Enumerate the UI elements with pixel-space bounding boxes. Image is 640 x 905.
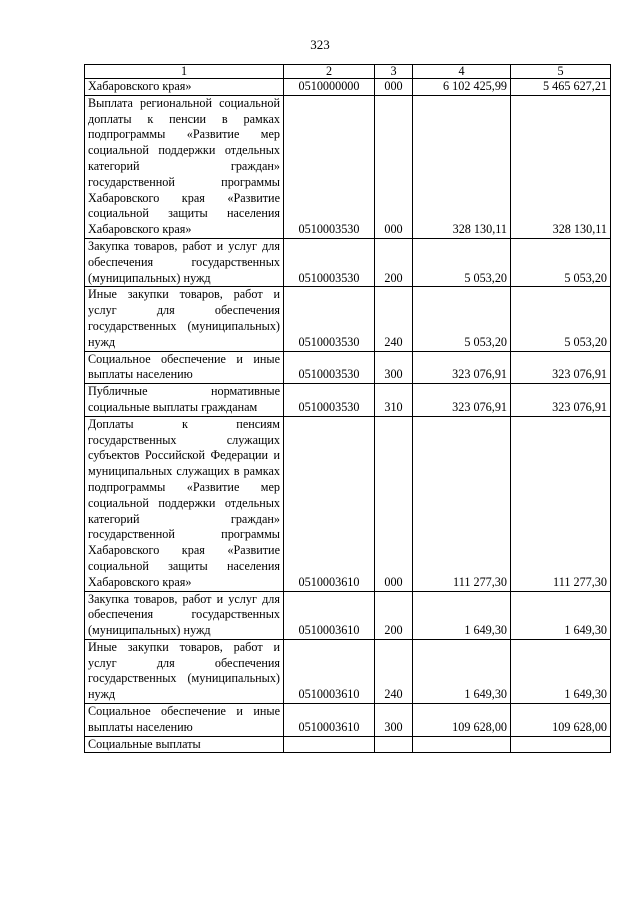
row-value-col5-cell: 323 076,91: [511, 351, 611, 384]
row-value-col5-cell: 5 053,20: [511, 238, 611, 286]
row-type-cell: 240: [375, 287, 413, 351]
row-code-cell: 0510000000: [284, 79, 375, 96]
table-row: [85, 351, 611, 384]
row-value-col5-cell: 328 130,11: [511, 95, 611, 238]
row-type-cell: 300: [375, 704, 413, 737]
budget-table: [84, 64, 611, 753]
table-row: [85, 736, 611, 753]
row-value-col4-cell: 323 076,91: [413, 351, 511, 384]
row-value-col5-cell: 1 649,30: [511, 591, 611, 639]
table-row: [85, 287, 611, 351]
row-value-col5-cell: 5 465 627,21: [511, 79, 611, 96]
table-row: [85, 591, 611, 639]
row-value-col4-cell: 323 076,91: [413, 384, 511, 417]
column-header: 2: [284, 65, 375, 79]
table-row: [85, 416, 611, 591]
column-header: 3: [375, 65, 413, 79]
table-row: [85, 238, 611, 286]
row-value-col4-cell: 5 053,20: [413, 287, 511, 351]
page-number: 323: [310, 37, 330, 52]
table-row: [85, 384, 611, 417]
row-code-cell: 0510003610: [284, 416, 375, 591]
row-value-col4-cell: 109 628,00: [413, 704, 511, 737]
row-code-cell: 0510003610: [284, 639, 375, 703]
table-row: [85, 639, 611, 703]
row-type-cell: [375, 736, 413, 753]
table-row: [85, 79, 611, 96]
row-name-cell: Иные закупки товаров, работ и услуг для обеспечения государственных (муниципальных) нужд: [85, 287, 284, 351]
row-name-cell: Социальное обеспечение и иные выплаты населению: [85, 704, 284, 737]
row-type-cell: 310: [375, 384, 413, 417]
row-code-cell: 0510003530: [284, 238, 375, 286]
row-name-cell: Социальное обеспечение и иные выплаты населению: [85, 351, 284, 384]
row-value-col5-cell: 1 649,30: [511, 639, 611, 703]
row-name-cell: Хабаровского края»: [85, 79, 284, 96]
row-value-col5-cell: 109 628,00: [511, 704, 611, 737]
row-type-cell: 200: [375, 238, 413, 286]
row-code-cell: 0510003530: [284, 95, 375, 238]
row-name-cell: Выплата региональной социальной доплаты к пенсии в рамках подпрограммы «Развитие мер социальной поддержки отдельных категорий граждан» государственной программы Хабаровского края «Развитие социальной защиты населения Хабаровского края»: [85, 95, 284, 238]
table-row: [85, 95, 611, 238]
row-value-col4-cell: 6 102 425,99: [413, 79, 511, 96]
row-value-col5-cell: 5 053,20: [511, 287, 611, 351]
row-name-cell: Закупка товаров, работ и услуг для обеспечения государственных (муниципальных) нужд: [85, 591, 284, 639]
row-value-col4-cell: 1 649,30: [413, 639, 511, 703]
row-type-cell: 300: [375, 351, 413, 384]
row-type-cell: 000: [375, 416, 413, 591]
row-value-col5-cell: 323 076,91: [511, 384, 611, 417]
column-header: 1: [85, 65, 284, 79]
table-row: [85, 704, 611, 737]
row-code-cell: 0510003530: [284, 287, 375, 351]
row-value-col5-cell: [511, 736, 611, 753]
row-value-col4-cell: 5 053,20: [413, 238, 511, 286]
row-value-col4-cell: 328 130,11: [413, 95, 511, 238]
row-type-cell: 000: [375, 79, 413, 96]
row-type-cell: 000: [375, 95, 413, 238]
row-code-cell: [284, 736, 375, 753]
table-header-row: [85, 65, 611, 79]
row-name-cell: Закупка товаров, работ и услуг для обеспечения государственных (муниципальных) нужд: [85, 238, 284, 286]
row-code-cell: 0510003530: [284, 351, 375, 384]
row-type-cell: 240: [375, 639, 413, 703]
row-name-cell: Доплаты к пенсиям государственных служащих субъектов Российской Федерации и муниципальных служащих в рамках подпрограммы «Развитие мер социальной поддержки отдельных категорий граждан» государственной программы Хабаровского края «Развитие социальной защиты населения Хабаровского края»: [85, 416, 284, 591]
row-name-cell: Социальные выплаты: [85, 736, 284, 753]
row-name-cell: Иные закупки товаров, работ и услуг для обеспечения государственных (муниципальных) нужд: [85, 639, 284, 703]
row-code-cell: 0510003530: [284, 384, 375, 417]
row-value-col5-cell: 111 277,30: [511, 416, 611, 591]
row-type-cell: 200: [375, 591, 413, 639]
row-code-cell: 0510003610: [284, 591, 375, 639]
row-name-cell: Публичные нормативные социальные выплаты гражданам: [85, 384, 284, 417]
row-value-col4-cell: 111 277,30: [413, 416, 511, 591]
column-header: 5: [511, 65, 611, 79]
row-code-cell: 0510003610: [284, 704, 375, 737]
row-value-col4-cell: 1 649,30: [413, 591, 511, 639]
column-header: 4: [413, 65, 511, 79]
row-value-col4-cell: [413, 736, 511, 753]
